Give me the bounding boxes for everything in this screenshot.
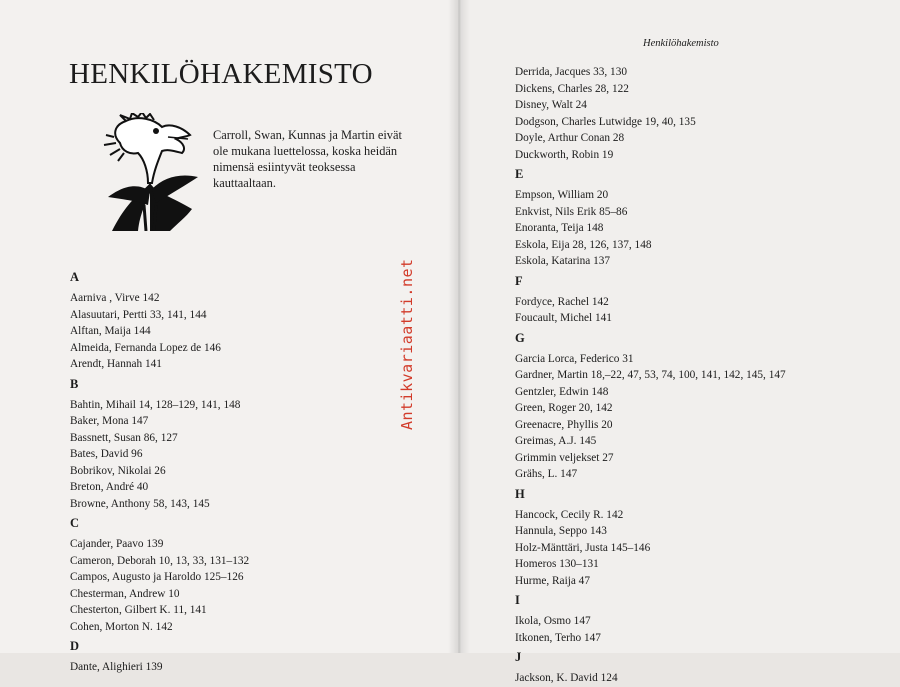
watermark-text: Antikvariaatti.net: [398, 258, 416, 430]
index-entry: Hurme, Raija 47: [515, 574, 590, 587]
section-letter: H: [515, 486, 525, 501]
index-entry: Arendt, Hannah 141: [70, 358, 162, 370]
section-letter: J: [515, 650, 522, 664]
index-entry: Bates, David 96: [70, 448, 143, 460]
index-entry: Breton, André 40: [70, 481, 149, 493]
section-letter: G: [515, 330, 525, 345]
right-page: [458, 0, 900, 684]
index-entry: Alasuutari, Pertti 33, 141, 144: [70, 308, 207, 321]
index-entry: Holz-Mänttäri, Justa 145–146: [515, 541, 651, 554]
index-entry: Gardner, Martin 18,–22, 47, 53, 74, 100, 141, 142, 145, 147: [515, 369, 786, 381]
index-entry: Chesterman, Andrew 10: [70, 587, 180, 600]
index-entry: Empson, William 20: [515, 189, 609, 201]
running-head: Henkilöhakemisto: [643, 38, 719, 49]
index-entry: Garcia Lorca, Federico 31: [515, 352, 634, 365]
index-entry: Almeida, Fernanda Lopez de 146: [70, 341, 221, 354]
index-entry: Cajander, Paavo 139: [70, 538, 164, 550]
section-letter: I: [515, 593, 520, 607]
index-entry: Green, Roger 20, 142: [515, 402, 613, 414]
index-entry: Gentzler, Edwin 148: [515, 385, 609, 398]
index-entry: Greenacre, Phyllis 20: [515, 418, 613, 431]
section-letter: D: [70, 639, 80, 653]
index-entry: Campos, Augusto ja Haroldo 125–126: [70, 571, 244, 583]
index-section-e: [515, 163, 895, 270]
index-entry: Grimmin veljekset 27: [515, 451, 614, 464]
index-column-right: [515, 64, 895, 687]
index-entry: Itkonen, Terho 147: [515, 631, 601, 644]
book-gutter: [448, 0, 470, 653]
index-section-c: [70, 512, 410, 635]
index-section-b: [70, 373, 410, 513]
index-entry: Hannula, Seppo 143: [515, 525, 607, 537]
index-section-i: [515, 589, 895, 646]
index-entry: Bobrikov, Nikolai 26: [70, 464, 166, 477]
index-entry: Bahtin, Mihail 14, 128–129, 141, 148: [70, 398, 241, 411]
index-section-d: [70, 635, 410, 676]
index-entry: Ikola, Osmo 147: [515, 615, 591, 627]
index-section-g: [515, 327, 895, 483]
left-page: [0, 0, 458, 673]
index-entry: Greimas, A.J. 145: [515, 435, 597, 447]
section-letter: C: [70, 516, 80, 530]
section-letter: A: [70, 270, 80, 284]
index-entry: Eskola, Katarina 137: [515, 255, 611, 267]
index-entry: Dickens, Charles 28, 122: [515, 82, 629, 95]
section-letter: E: [515, 167, 524, 181]
index-entry: Doyle, Arthur Conan 28: [515, 132, 625, 144]
section-letter: F: [515, 273, 523, 288]
page-title: HENKILÖHAKEMISTO: [69, 58, 373, 90]
index-entry: Bassnett, Susan 86, 127: [70, 431, 178, 444]
index-entry: Jackson, K. David 124: [515, 672, 618, 684]
index-section-h: [515, 483, 895, 590]
index-entry: Duckworth, Robin 19: [515, 148, 614, 161]
index-section-a: [70, 266, 410, 373]
index-entry: Homeros 130–131: [515, 558, 599, 570]
index-entry: Fordyce, Rachel 142: [515, 295, 609, 308]
index-column-left: [70, 266, 410, 676]
index-section-j: [515, 646, 895, 687]
index-entry: Aarniva , Virve 142: [70, 292, 160, 304]
section-letter: B: [70, 376, 79, 391]
intro-text: Carroll, Swan, Kunnas ja Martin eivät ole mukana luettelossa, koska heidän nimensä esiintyvät teoksessa kauttaaltaan.: [213, 128, 402, 190]
index-entry: Derrida, Jacques 33, 130: [515, 66, 627, 78]
index-entry: Dodgson, Charles Lutwidge 19, 40, 135: [515, 115, 696, 128]
index-entry: Enoranta, Teija 148: [515, 222, 604, 234]
index-entry: Disney, Walt 24: [515, 99, 587, 111]
index-entry: Grähs, L. 147: [515, 468, 578, 480]
index-section-f: [515, 270, 895, 327]
watermark-stamp: [394, 250, 422, 435]
index-entry: Hancock, Cecily R. 142: [515, 508, 624, 521]
index-entry: Chesterton, Gilbert K. 11, 141: [70, 604, 207, 616]
index-section-d-continued: [515, 64, 895, 163]
index-entry: Foucault, Michel 141: [515, 312, 612, 324]
index-entry: Baker, Mona 147: [70, 415, 149, 427]
dragon-plant-illustration: [98, 113, 206, 231]
index-entry: Alftan, Maija 144: [70, 325, 151, 337]
index-entry: Cohen, Morton N. 142: [70, 620, 173, 633]
index-entry: Enkvist, Nils Erik 85–86: [515, 205, 628, 218]
index-entry: Eskola, Eija 28, 126, 137, 148: [515, 238, 652, 251]
index-entry: Cameron, Deborah 10, 13, 33, 131–132: [70, 554, 250, 567]
index-entry: Dante, Alighieri 139: [70, 661, 163, 673]
index-entry: Browne, Anthony 58, 143, 145: [70, 497, 210, 510]
